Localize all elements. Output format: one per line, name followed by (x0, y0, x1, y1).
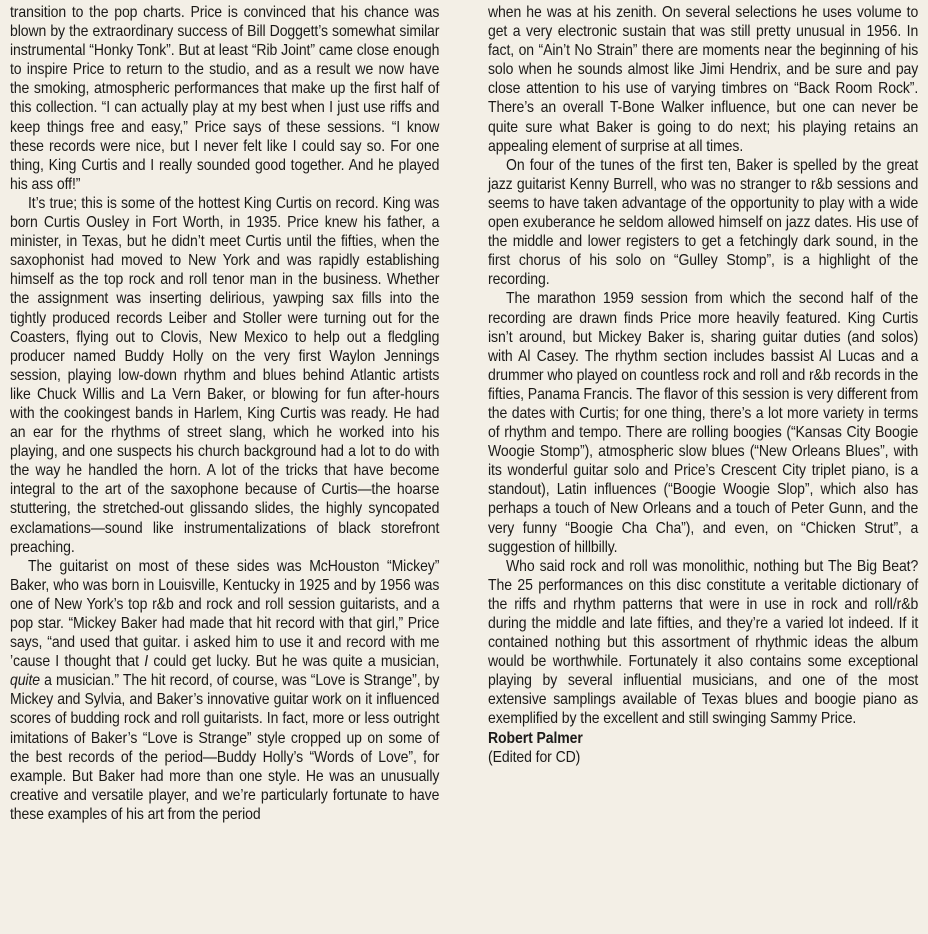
emphasis-i: I (144, 653, 149, 671)
paragraph-baker-zenith: when he was at his zenith. On several selections he uses volume to get a very electronic sustain that was still pretty unusual in 1956. In fact, on “Ain’t No Strain” there are moments near the beginning of his solo when he sounds almost like Jimi Hendrix, and be sure and pay close attention to his use of varying timbres on “Back Room Rock”. There’s an overall T-Bone Walker influence, but one can never be quite sure what Baker is going to do next; his playing retains an appealing element of surprise at all times. (488, 4, 919, 155)
edition-note: (Edited for CD) (488, 748, 581, 766)
text-segment: a musician.” The hit record, of course, was “Love is Strange”, by Mickey and Sylvia, and Baker’s innovative guitar work on it influenced scores of budding rock and roll guitarists. In fact, more or less outright imitations of Baker’s “Love is Strange” style cropped up on some of the best records of the period—Buddy Holly’s “Words of Love”, for example. But Baker had more than one style. He was an unusually creative and versatile player, and we’re particularly fortunate to have these examples of his art from the period (10, 672, 440, 823)
paragraph-1959-session: The marathon 1959 session from which the second half of the recording are drawn finds Price more heavily featured. King Curtis isn’t around, but Mickey Baker is, sharing guitar duties (and solos) with Al Casey. The rhythm section includes bassist Al Lucas and a drummer who played on countless rock and roll and r&b records in the fifties, Panama Francis. The flavor of this session is very different from the dates with Curtis; for one thing, there’s a lot more variety in terms of rhythm and tempo. There are rolling boogies (“Kansas City Boogie Woogie Stomp”), atmospheric slow blues (“New Orleans Blues”, with its wonderful guitar solo and Price’s Crescent City triplet piano, is a standout), Latin influences (“Boogie Woogie Slop”, which also has perhaps a touch of New Orleans and a touch of Peter Gunn, and the very funny “Boogie Cha Cha”), and even, on “Chicken Strut”, a suggestion of hillbilly. (488, 290, 919, 556)
paragraph-kenny-burrell: On four of the tunes of the first ten, Baker is spelled by the great jazz guitarist Kenny Burrell, who was no stranger to r&b sessions and seems to have taken advantage of the opportunity to play with a wide open exuberance he seldom allowed himself on jazz dates. His use of the middle and lower registers to get a fetchingly dark sound, in the first chorus of his solo on “Gulley Stomp”, is a highlight of the recording. (488, 156, 919, 289)
paragraph-price-pop-charts: transition to the pop charts. Price is convinced that his chance was blown by the extraordinary success of Bill Doggett’s somewhat similar instrumental “Honky Tonk”. But at least “Rib Joint” came close enough to inspire Price to return to the studio, and as a result we now have the smoking, atmospheric performances that make up the first half of this collection. “I can actually play at my best when I just use riffs and keep things free and easy,” Price says of these sessions. “I know these records were nice, but I never felt like I could say so. For one thing, King Curtis and I really sounded good together. And he played his ass off!” (10, 4, 440, 193)
paragraph-mickey-baker (10, 557, 439, 824)
paragraph-conclusion: Who said rock and roll was monolithic, nothing but The Big Beat? The 25 performances on this disc constitute a veritable dictionary of the riffs and rhythm patterns that were in use in rock and roll/r&b during the middle and late fifties, and they’re a varied lot indeed. If it contained nothing but this assortment of rhythmic ideas the album would be worthwhile. Fortunately it also contains some exceptional playing by several influential musicians, and one of the most extensive samplings available of Texas blues and boogie piano as exemplified by the excellent and still swinging Sammy Price. (488, 557, 919, 728)
text-segment: could get lucky. But he was quite a musician, (148, 653, 440, 671)
right-column (488, 3, 918, 767)
text-segment: The guitarist on most of these sides was McHouston “Mickey” Baker, who was born in Louisville, Kentucky in 1925 and by 1956 was one of New York’s top r&b and rock and roll session guitarists, and a pop star. “Mickey Baker had made that hit record with that girl,” Price says, “and used that guitar. i asked him to use it and record with me ’cause I thought that (10, 557, 440, 671)
emphasis-quite: quite (10, 672, 40, 690)
author-name: Robert Palmer (488, 729, 583, 747)
left-column (10, 3, 439, 824)
paragraph-king-curtis: It’s true; this is some of the hottest King Curtis on record. King was born Curtis Ousley in Fort Worth, in 1935. Price knew his father, a minister, in Texas, but he didn’t meet Curtis until the fifties, when the saxophonist had moved to New York and was rapidly establishing himself as the top rock and roll tenor man in the business. Whether the assignment was inserting delirious, yawping sax fills into the tightly produced records Leiber and Stoller were turning out for the Coasters, flying out to Clovis, New Mexico to help out a fledgling producer named Buddy Holly on the very first Waylon Jennings session, playing low-down rhythm and blues behind Atlantic artists like Chuck Willis and La Vern Baker, or blowing for fun after-hours with the cookingest bands in Harlem, King Curtis was ready. He had an ear for the rhythms of street slang, which he worked into his playing, and one suspects his church background had a lot to do with the way he handled the horn. A lot of the tricks that have become integral to the art of the saxophone because of Curtis—the hoarse stuttering, the stretched-out glissando slides, the highly syncopated exclamations—sound like instrumentalizations of black storefront preaching. (10, 194, 440, 556)
